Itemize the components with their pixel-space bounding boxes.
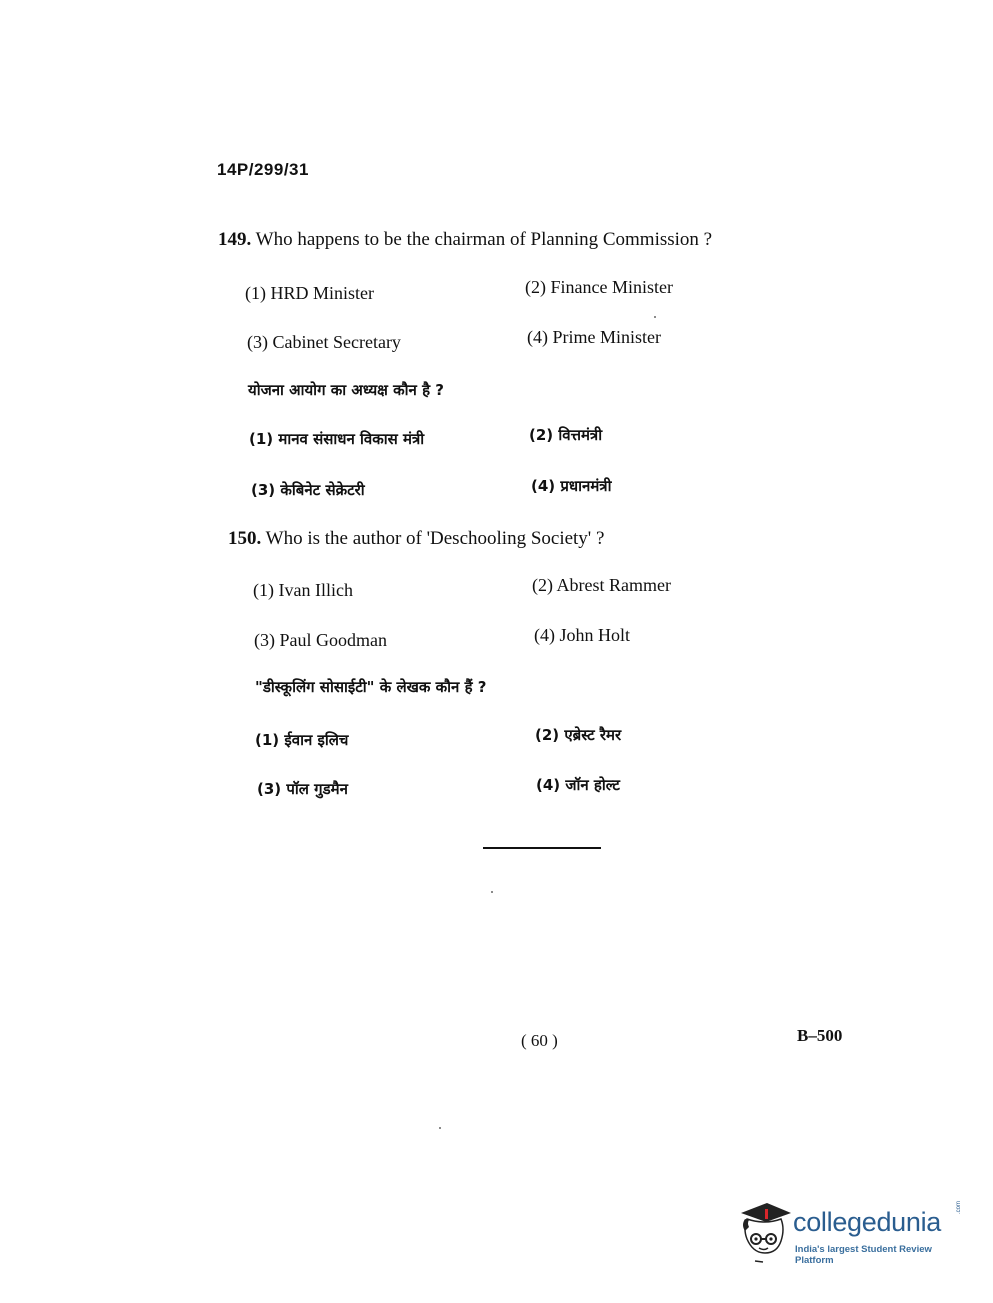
logo-suffix: .com: [956, 1200, 962, 1214]
option-150-4: (4) John Holt: [534, 625, 630, 645]
option-149-2-hindi: (2) वित्तमंत्री: [529, 426, 603, 444]
option-149-2: (2) Finance Minister: [525, 277, 673, 297]
scan-speck: [654, 316, 656, 318]
option-149-3: (3) Cabinet Secretary: [247, 332, 401, 352]
option-149-1-hindi: (1) मानव संसाधन विकास मंत्री: [249, 430, 425, 448]
scan-speck: [439, 1127, 441, 1129]
question-text: Who happens to be the chairman of Planning Commission ?: [255, 229, 713, 250]
option-150-3: (3) Paul Goodman: [254, 630, 387, 650]
logo-brand: collegedunia: [793, 1207, 942, 1237]
question-number: 150.: [228, 528, 262, 549]
footer-code: B–500: [797, 1026, 843, 1045]
option-150-2: (2) Abrest Rammer: [532, 575, 671, 595]
option-149-4-hindi: (4) प्रधानमंत्री: [531, 477, 612, 495]
question-149: [218, 229, 712, 251]
collegedunia-logo: [735, 1195, 965, 1265]
question-149-hindi: योजना आयोग का अध्यक्ष कौन है ?: [248, 381, 444, 399]
paper-code: 14P/299/31: [217, 160, 309, 179]
question-150-hindi: "डीस्कूलिंग सोसाईटी" के लेखक कौन हैं ?: [255, 678, 487, 696]
section-divider: [483, 847, 601, 849]
option-150-2-hindi: (2) एब्रेस्ट रैमर: [535, 726, 622, 744]
student-mascot-icon: [735, 1195, 793, 1265]
option-149-4: (4) Prime Minister: [527, 327, 661, 347]
question-150: [228, 528, 604, 550]
option-150-3-hindi: (3) पॉल गुडमैन: [257, 780, 348, 798]
logo-tagline: India's largest Student Review Platform: [795, 1244, 932, 1266]
option-149-1: (1) HRD Minister: [245, 283, 374, 303]
scan-speck: [491, 891, 493, 893]
option-150-1-hindi: (1) ईवान इलिच: [255, 731, 349, 749]
question-number: 149.: [218, 229, 252, 250]
option-150-1: (1) Ivan Illich: [253, 580, 353, 600]
question-text: Who is the author of 'Deschooling Society' ?: [265, 528, 605, 549]
option-150-4-hindi: (4) जॉन होल्ट: [536, 776, 620, 794]
option-149-3-hindi: (3) केबिनेट सेक्रेटरी: [251, 481, 365, 499]
page-number: ( 60 ): [521, 1031, 558, 1050]
